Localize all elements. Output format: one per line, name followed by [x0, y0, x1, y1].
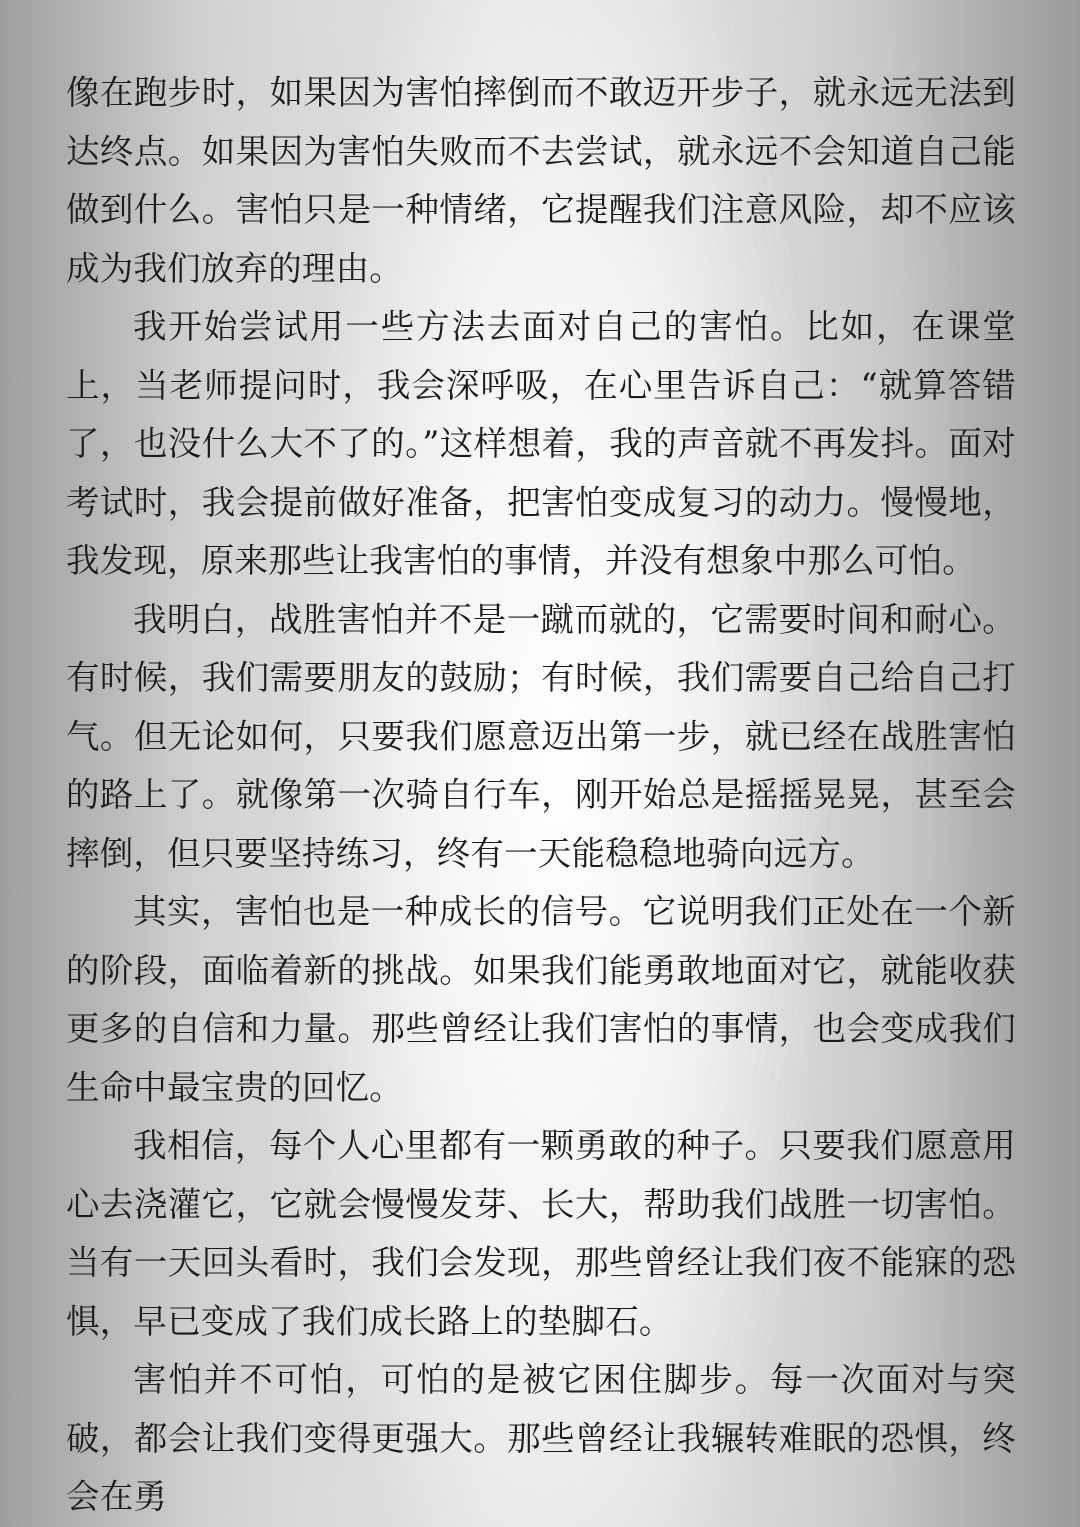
paragraph: 害怕并不可怕，可怕的是被它困住脚步。每一次面对与突破，都会让我们变得更强大。那些曾经让我辗转难眠的恐惧，终会在勇 [66, 1360, 1016, 1516]
paragraph: 其实，害怕也是一种成长的信号。它说明我们正处在一个新的阶段，面临着新的挑战。如果我们能勇敢地面对它，就能收获更多的自信和力量。那些曾经让我们害怕的事情，也会变成我们生命中最宝贵的回忆。 [66, 892, 1016, 1107]
paragraph: 像在跑步时，如果因为害怕摔倒而不敢迈开步子，就永远无法到达终点。如果因为害怕失败而不去尝试，就永远不会知道自己能做到什么。害怕只是一种情绪，它提醒我们注意风险，却不应该成为我们放弃的理由。 [66, 73, 1016, 288]
essay-body [66, 64, 1016, 1527]
paragraph: 我开始尝试用一些方法去面对自己的害怕。比如，在课堂上，当老师提问时，我会深呼吸，在心里告诉自己：“就算答错了，也没什么大不了的。”这样想着，我的声音就不再发抖。面对考试时，我会提前做好准备，把害怕变成复习的动力。慢慢地，我发现，原来那些让我害怕的事情，并没有想象中那么可怕。 [66, 307, 1016, 580]
paragraph: 我相信，每个人心里都有一颗勇敢的种子。只要我们愿意用心去浇灌它，它就会慢慢发芽、长大，帮助我们战胜一切害怕。当有一天回头看时，我们会发现，那些曾经让我们夜不能寐的恐惧，早已变成了我们成长路上的垫脚石。 [66, 1126, 1016, 1341]
paragraph: 我明白，战胜害怕并不是一蹴而就的，它需要时间和耐心。有时候，我们需要朋友的鼓励；有时候，我们需要自己给自己打气。但无论如何，只要我们愿意迈出第一步，就已经在战胜害怕的路上了。就像第一次骑自行车，刚开始总是摇摇晃晃，甚至会摔倒，但只要坚持练习，终有一天能稳稳地骑向远方。 [66, 599, 1016, 873]
